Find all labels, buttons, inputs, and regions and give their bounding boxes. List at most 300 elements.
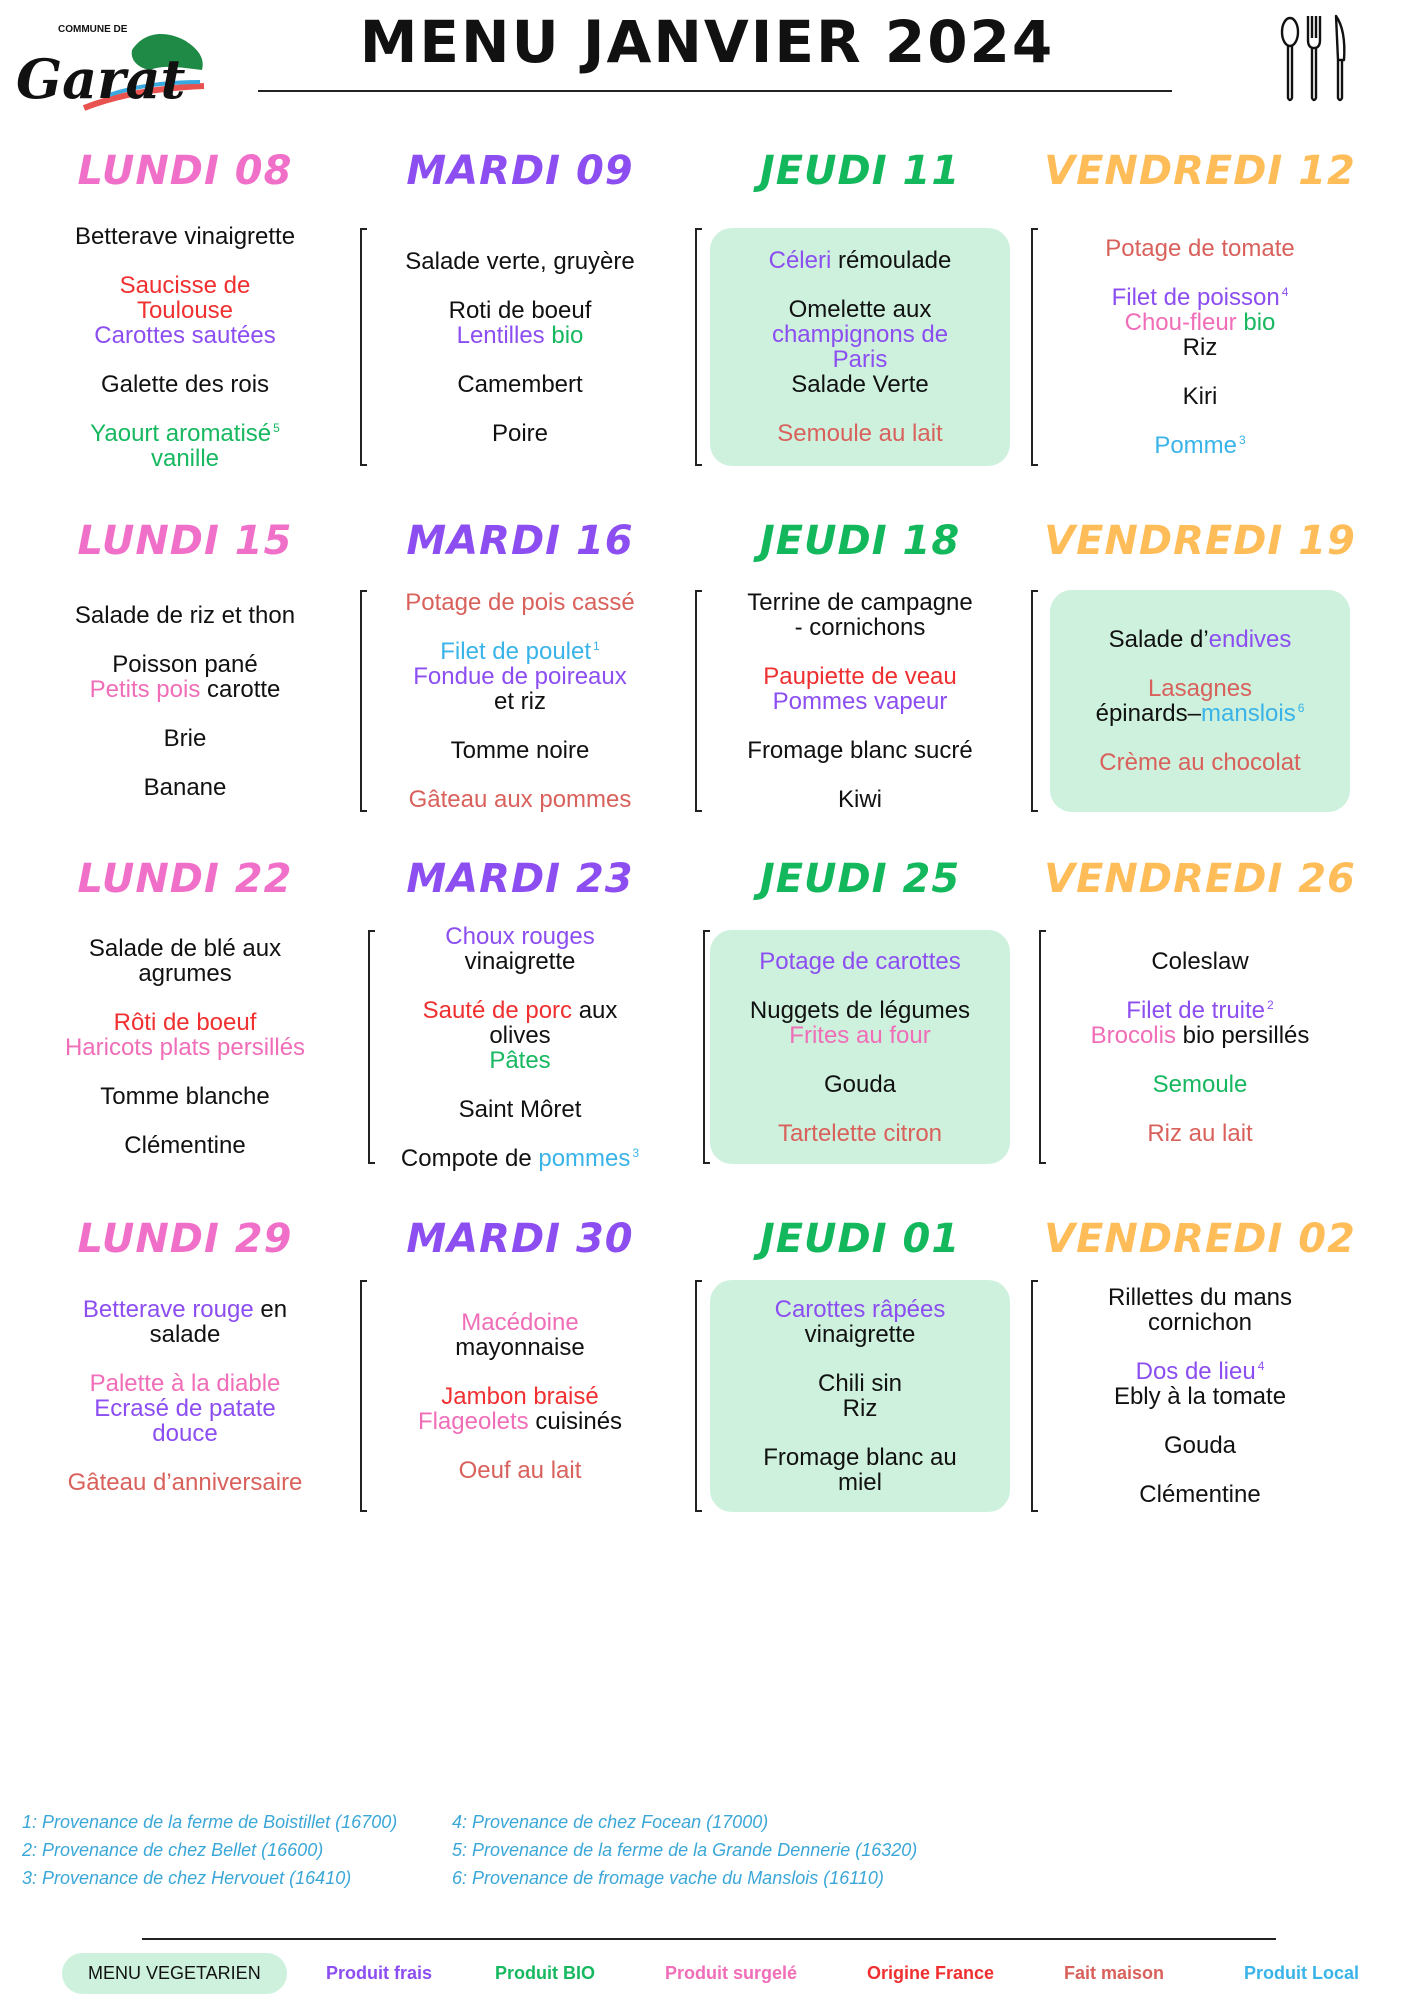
dish-line: [90, 1371, 281, 1396]
dish-line: [1105, 236, 1294, 261]
day-menu-cell: [35, 590, 335, 812]
dish-line: [775, 1322, 946, 1347]
dish-text: aux: [578, 996, 618, 1024]
dish-line: [747, 738, 972, 763]
dish: [445, 924, 594, 974]
day-menu-cell: [370, 922, 670, 1172]
dish-text: Clémentine: [1139, 1481, 1261, 1508]
dish-line: [449, 323, 592, 348]
dish: [423, 998, 618, 1073]
dish-text: Gâteau d’anniversaire: [67, 1469, 303, 1496]
dish-line: [413, 639, 627, 664]
dish-text: Lentilles: [456, 321, 552, 349]
dish-line: [1096, 701, 1305, 726]
dish-text: Tomme blanche: [100, 1083, 270, 1110]
dish-text: Banane: [143, 773, 227, 801]
dish: [164, 726, 207, 751]
dish-text: endives: [1208, 626, 1292, 653]
dish-text: Poire: [491, 419, 549, 447]
day-title: JEUDI 01: [759, 1216, 961, 1262]
column-divider: [368, 930, 375, 1164]
dish: [1151, 949, 1248, 974]
dish-text: miel: [837, 1469, 882, 1496]
dish: [778, 1121, 942, 1146]
dish-text: salade: [149, 1321, 221, 1348]
dish-text: Sauté de porc: [422, 996, 579, 1024]
dish-line: [777, 421, 942, 446]
dish: [1099, 750, 1300, 775]
dish-line: [824, 1072, 896, 1097]
dish-text: Rôti de boeuf: [113, 1009, 257, 1036]
dish-text: Potage de carottes: [759, 947, 961, 975]
dish-text: olives: [489, 1021, 551, 1049]
dish: [100, 1084, 269, 1109]
dish-text: Potage de tomate: [1105, 235, 1295, 262]
footnote-marker: 2: [1267, 997, 1274, 1012]
dish-text: Céleri: [768, 247, 838, 274]
dish-text: bio: [1243, 309, 1276, 336]
dish: [409, 787, 632, 812]
dish-text: bio: [551, 321, 584, 349]
dish-line: [144, 775, 227, 800]
dish-text: Crème au chocolat: [1099, 749, 1301, 776]
dish: [1112, 285, 1289, 360]
dish-line: [94, 298, 275, 323]
dish-line: [90, 1396, 281, 1421]
day-title: MARDI 30: [406, 1216, 634, 1262]
dish-text: Salade Verte: [791, 371, 929, 398]
dish-line: [68, 1470, 303, 1495]
logo-commune-text: COMMUNE DE: [58, 24, 128, 35]
dish-line: [83, 1297, 287, 1322]
dish-line: [124, 1133, 245, 1158]
day-title: LUNDI 15: [77, 518, 293, 564]
dish-text: Lasagnes: [1147, 675, 1253, 702]
column-divider: [1031, 1280, 1038, 1512]
dish-text: Petits pois: [89, 675, 207, 703]
dish-text: Ebly à la tomate: [1113, 1383, 1287, 1410]
dish-text: Riz: [842, 1395, 878, 1422]
dish-text: Toulouse: [136, 296, 234, 324]
dish-line: [90, 421, 280, 446]
dish-line: [769, 248, 952, 273]
dish-line: [1112, 310, 1289, 335]
dish: [457, 372, 582, 397]
column-divider: [703, 930, 710, 1164]
footnote: 3: Provenance de chez Hervouet (16410): [22, 1868, 352, 1888]
dish-line: [405, 590, 635, 615]
day-menu-cell: [1050, 228, 1350, 466]
dish-line: [459, 1458, 582, 1483]
day-title: VENDREDI 26: [1044, 856, 1356, 902]
dish-line: [449, 298, 592, 323]
dish-text: Clémentine: [124, 1132, 246, 1159]
dish-text: Flageolets: [417, 1407, 536, 1435]
day-title: VENDREDI 02: [1044, 1216, 1356, 1262]
dish-text: Jambon braisé: [441, 1382, 599, 1410]
dish: [1096, 676, 1305, 726]
footnote: 5: Provenance de la ferme de la Grande Dennerie (16320): [452, 1840, 918, 1860]
dish-line: [445, 924, 594, 949]
dish-text: Chili sin: [817, 1370, 903, 1397]
dish: [1105, 236, 1294, 261]
legend-divider: [142, 1938, 1276, 1940]
dish-text: rémoulade: [837, 247, 952, 274]
dish-text: douce: [152, 1420, 218, 1447]
footnotes-left: [22, 1808, 397, 1892]
fork-icon: [1308, 16, 1320, 48]
day-title: VENDREDI 12: [1044, 148, 1356, 194]
dish: [90, 1371, 281, 1446]
dish-text: Riz au lait: [1147, 1119, 1253, 1147]
dish-line: [401, 1146, 639, 1171]
column-divider: [1039, 930, 1046, 1164]
dish-line: [747, 615, 972, 640]
dish-line: [100, 1084, 269, 1109]
day-title: LUNDI 08: [77, 148, 293, 194]
dish-text: Camembert: [457, 370, 583, 398]
legend-france: Origine France: [867, 1962, 995, 1983]
footnote: 1: Provenance de la ferme de Boistillet (16700): [22, 1812, 398, 1832]
dish: [1108, 1285, 1292, 1335]
dish-text: Brie: [163, 724, 207, 752]
dish-line: [90, 446, 280, 471]
dish-text: Fromage blanc sucré: [747, 737, 973, 764]
dish-line: [455, 1310, 584, 1335]
dish-text: Roti de boeuf: [448, 296, 592, 324]
dish-line: [778, 1121, 942, 1146]
footnote-marker: 4: [1281, 285, 1289, 299]
cutlery-icon: [1276, 10, 1356, 106]
dish-line: [65, 1035, 305, 1060]
dish-text: vanille: [150, 444, 220, 472]
dish-text: Gâteau aux pommes: [408, 786, 632, 813]
dish: [747, 738, 972, 763]
legend-frais: Produit frais: [326, 1962, 433, 1983]
dish-text: Fondue de poireaux: [413, 663, 627, 690]
dish-line: [1108, 1285, 1292, 1310]
dish-text: Paris: [832, 346, 888, 373]
column-divider: [1031, 228, 1038, 466]
dish-text: Compote de: [400, 1144, 539, 1172]
dish-line: [1151, 949, 1248, 974]
dish: [492, 421, 548, 446]
dish-line: [101, 372, 269, 397]
logo-garat-text: Garat: [16, 47, 186, 111]
dish-line: [1108, 1310, 1292, 1335]
dish: [401, 1146, 639, 1171]
dish-line: [75, 603, 295, 628]
dish-line: [1183, 384, 1218, 409]
dish: [459, 1458, 582, 1483]
dish: [824, 1072, 896, 1097]
dish-line: [90, 677, 281, 702]
dish-line: [75, 224, 295, 249]
legend-vegetarian: MENU VEGETARIEN: [62, 1953, 287, 1994]
page-title: MENU JANVIER 2024: [359, 8, 1055, 76]
dish: [451, 738, 590, 763]
dish-text: Filet de poisson: [1111, 284, 1280, 311]
dish-text: Carottes sautées: [94, 321, 276, 349]
dish-text: épinards–: [1095, 700, 1202, 727]
dish: [144, 775, 227, 800]
dish-line: [763, 1470, 956, 1495]
dish: [759, 949, 960, 974]
dish-text: Galette des rois: [100, 370, 270, 398]
dish: [75, 224, 295, 249]
dish-text: Terrine de campagne: [747, 589, 973, 616]
dish-line: [1164, 1433, 1236, 1458]
dish-line: [763, 689, 957, 714]
footnote: 6: Provenance de fromage vache du Manslois (16110): [452, 1868, 884, 1888]
dish-text: en: [260, 1296, 288, 1323]
column-divider: [1031, 590, 1038, 812]
column-divider: [695, 590, 702, 812]
dish-line: [1091, 998, 1310, 1023]
dish-text: Saint Môret: [458, 1095, 582, 1123]
dish: [83, 1297, 287, 1347]
dish-line: [455, 1335, 584, 1360]
dish-text: Salade de riz et thon: [74, 601, 296, 629]
dish: [455, 1310, 584, 1360]
dish-line: [418, 1384, 622, 1409]
dish-text: et riz: [493, 688, 546, 715]
dish-text: Pâtes: [489, 1046, 551, 1074]
column-divider: [695, 1280, 702, 1512]
dish: [89, 936, 281, 986]
dish-text: Salade verte, gruyère: [405, 247, 635, 275]
dish: [405, 590, 635, 615]
dish-text: Pommes vapeur: [772, 688, 948, 715]
dish-text: Semoule au lait: [777, 420, 943, 447]
column-divider: [360, 590, 367, 812]
day-menu-cell: [1050, 930, 1350, 1164]
day-menu-cell: [1050, 1280, 1350, 1512]
dish-line: [423, 998, 618, 1023]
dish: [405, 249, 634, 274]
dish-line: [747, 590, 972, 615]
dish: [1147, 1121, 1252, 1146]
dish-text: Palette à la diable: [89, 1370, 281, 1397]
dish-line: [1153, 1072, 1248, 1097]
dish-text: bio persillés: [1182, 1021, 1310, 1049]
footnote-marker: 5: [273, 420, 280, 435]
footnotes-right: [452, 1808, 917, 1892]
column-divider: [360, 228, 367, 466]
dish-text: Haricots plats persillés: [64, 1034, 306, 1061]
dish-text: Filet de poulet: [440, 638, 592, 665]
dish-text: Gouda: [823, 1070, 897, 1098]
dish-text: vinaigrette: [804, 1321, 916, 1348]
dish-text: Filet de truite: [1126, 996, 1266, 1024]
day-title: MARDI 09: [406, 148, 634, 194]
dish-line: [1139, 1482, 1260, 1507]
day-title: JEUDI 11: [759, 148, 961, 194]
dish-line: [1112, 335, 1289, 360]
dish-text: Betterave vinaigrette: [74, 222, 296, 250]
dish-line: [413, 689, 627, 714]
dish-line: [1096, 676, 1305, 701]
dish-text: Poisson pané: [112, 650, 258, 678]
day-menu-cell: [370, 590, 670, 812]
dish-line: [418, 1409, 622, 1434]
day-menu-cell: [370, 1280, 670, 1512]
dish: [449, 298, 592, 348]
dish-text: Ecrasé de patate: [94, 1395, 276, 1422]
dish: [763, 1445, 956, 1495]
day-title: JEUDI 25: [759, 856, 961, 902]
dish: [90, 421, 280, 471]
title-divider: [258, 90, 1172, 92]
dish-line: [1147, 1121, 1252, 1146]
dish-text: champignons de: [771, 321, 949, 348]
dish-line: [423, 1048, 618, 1073]
dish-line: [775, 1297, 946, 1322]
dish-text: cuisinés: [535, 1407, 623, 1435]
dish-line: [409, 787, 632, 812]
dish: [418, 1384, 622, 1434]
vegetarian-menu-cell: [710, 1280, 1010, 1512]
dish-text: Omelette aux: [788, 296, 932, 323]
dish-line: [772, 372, 948, 397]
dish: [1091, 998, 1310, 1048]
dish: [1154, 433, 1245, 458]
dish-line: [89, 936, 281, 961]
dish-line: [90, 652, 281, 677]
dish-line: [750, 1023, 970, 1048]
dish-text: Fromage blanc au: [763, 1444, 957, 1471]
dish: [459, 1097, 582, 1122]
dish: [750, 998, 970, 1048]
dish: [75, 603, 295, 628]
day-title: LUNDI 29: [77, 1216, 293, 1262]
dish-text: Oeuf au lait: [458, 1456, 582, 1484]
vegetarian-menu-cell: [1050, 590, 1350, 812]
dish-text: Semoule: [1152, 1070, 1248, 1098]
dish-line: [83, 1322, 287, 1347]
dish: [1109, 627, 1292, 652]
dish-text: Tomme noire: [450, 737, 590, 764]
dish-text: Yaourt aromatisé: [90, 419, 272, 447]
dish-text: Kiri: [1182, 383, 1218, 410]
dish: [769, 248, 952, 273]
footnote-marker: 4: [1257, 1359, 1265, 1373]
dish: [94, 273, 275, 348]
dish: [101, 372, 269, 397]
dish-line: [1114, 1384, 1286, 1409]
dish-text: agrumes: [138, 960, 232, 987]
dish-text: Gouda: [1163, 1432, 1237, 1459]
dish-line: [772, 322, 948, 347]
dish-text: mayonnaise: [455, 1333, 585, 1361]
day-menu-cell: [710, 590, 1010, 812]
dish-line: [457, 372, 582, 397]
dish-line: [89, 961, 281, 986]
day-menu-cell: [35, 930, 335, 1164]
dish: [68, 1470, 303, 1495]
dish-line: [413, 664, 627, 689]
dish-text: Pomme: [1154, 432, 1237, 459]
dish: [1183, 384, 1218, 409]
dish-line: [838, 787, 882, 812]
column-divider: [695, 228, 702, 466]
dish-line: [423, 1023, 618, 1048]
legend-bio: Produit BIO: [495, 1962, 595, 1983]
dish: [1164, 1433, 1236, 1458]
legend-maison: Fait maison: [1064, 1962, 1165, 1983]
day-title: JEUDI 18: [759, 518, 961, 564]
dish-line: [759, 949, 960, 974]
dish: [818, 1371, 902, 1421]
footnote: 2: Provenance de chez Bellet (16600): [22, 1840, 324, 1860]
vegetarian-menu-cell: [710, 930, 1010, 1164]
dish-text: Macédoine: [461, 1308, 579, 1336]
dish-line: [164, 726, 207, 751]
dish-text: Coleslaw: [1151, 947, 1249, 975]
dish: [90, 652, 281, 702]
dish-line: [763, 1445, 956, 1470]
spoon-icon: [1282, 18, 1298, 46]
dish-text: carotte: [207, 675, 281, 703]
dish: [747, 590, 972, 640]
dish-text: Carottes râpées: [774, 1296, 946, 1323]
dish-text: Paupiette de veau: [763, 663, 957, 690]
dish-text: Salade d’: [1108, 626, 1209, 653]
dish-line: [1099, 750, 1300, 775]
dish-line: [772, 347, 948, 372]
dish-text: cornichon: [1147, 1309, 1253, 1336]
dish-text: Dos de lieu: [1135, 1358, 1256, 1385]
legend-local: Produit Local: [1244, 1962, 1360, 1983]
dish-text: Chou-fleur: [1124, 309, 1244, 336]
dish-text: Frites au four: [789, 1021, 931, 1049]
dish: [777, 421, 942, 446]
dish-text: pommes: [538, 1144, 631, 1172]
dish-text: Tartelette citron: [777, 1119, 943, 1147]
day-title: VENDREDI 19: [1044, 518, 1356, 564]
dish-text: - cornichons: [794, 614, 926, 641]
dish-line: [94, 273, 275, 298]
legend-surgele: Produit surgelé: [665, 1962, 798, 1983]
dish-line: [750, 998, 970, 1023]
dish-line: [772, 297, 948, 322]
knife-icon: [1336, 16, 1344, 60]
dish-line: [65, 1010, 305, 1035]
dish-text: Brocolis: [1090, 1021, 1183, 1049]
dish-text: Nuggets de légumes: [749, 996, 971, 1024]
dish-text: Saucisse de: [119, 271, 251, 299]
dish-line: [1114, 1359, 1286, 1384]
dish-line: [818, 1371, 902, 1396]
dish: [772, 297, 948, 397]
day-title: LUNDI 22: [77, 856, 293, 902]
dish: [413, 639, 627, 714]
dish-text: Potage de pois cassé: [405, 589, 635, 616]
dish-text: Rillettes du mans: [1107, 1284, 1293, 1311]
day-menu-cell: [35, 222, 335, 472]
dish-line: [818, 1396, 902, 1421]
footnote-marker: 1: [593, 639, 600, 653]
dish-line: [763, 664, 957, 689]
dish-line: [459, 1097, 582, 1122]
dish-line: [1154, 433, 1245, 458]
footnote: 4: Provenance de chez Focean (17000): [452, 1812, 769, 1832]
dish: [124, 1133, 245, 1158]
dish: [1153, 1072, 1248, 1097]
column-divider: [360, 1280, 367, 1512]
dish-line: [1112, 285, 1289, 310]
dish: [1114, 1359, 1286, 1409]
